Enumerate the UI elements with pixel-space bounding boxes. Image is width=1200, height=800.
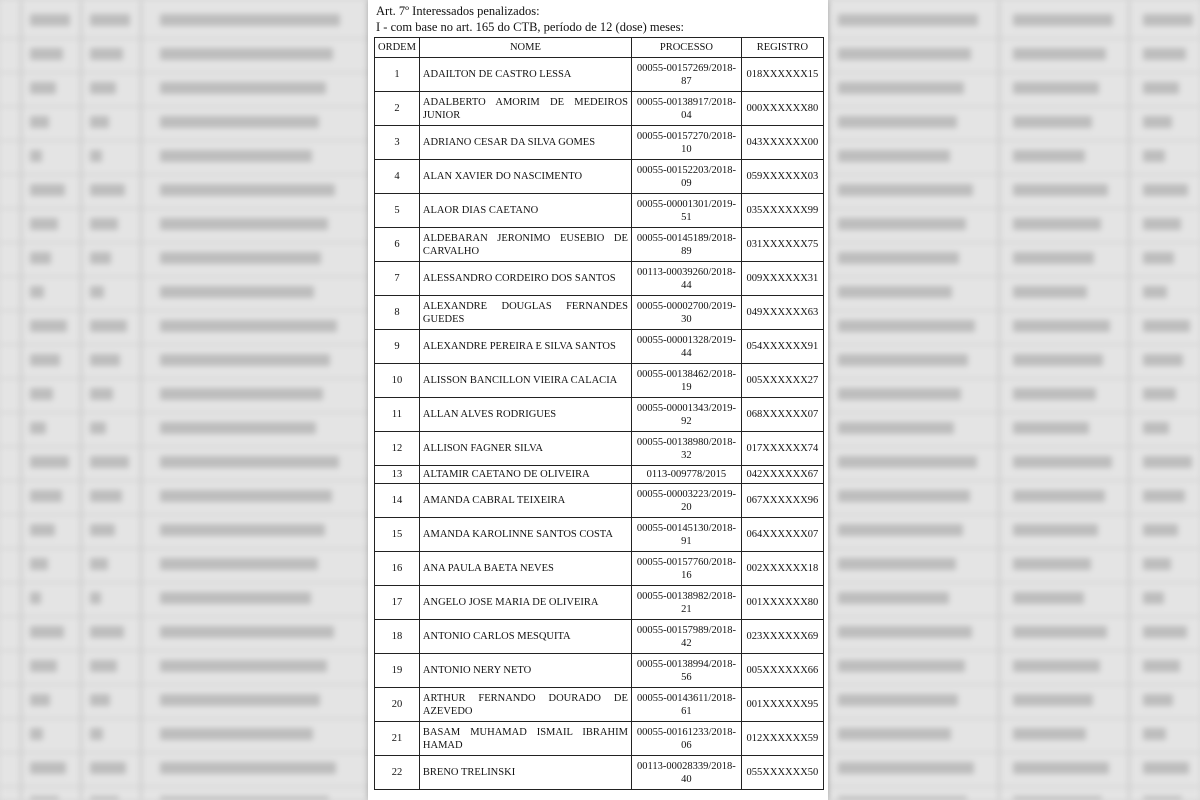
nome-cell: BASAM MUHAMAD ISMAIL IBRAHIM HAMAD bbox=[419, 722, 631, 756]
ordem-cell: 6 bbox=[375, 228, 420, 262]
table-row bbox=[375, 330, 824, 364]
processo-cell: 00055-00138462/2018-19 bbox=[631, 364, 741, 398]
table-row bbox=[375, 756, 824, 790]
ordem-cell: 13 bbox=[375, 466, 420, 484]
document-page bbox=[368, 0, 828, 800]
processo-cell: 00055-00161233/2018-06 bbox=[631, 722, 741, 756]
processo-cell: 00055-00152203/2018-09 bbox=[631, 160, 741, 194]
header-ordem: ORDEM bbox=[375, 38, 420, 58]
nome-cell: ALEXANDRE DOUGLAS FERNANDES GUEDES bbox=[419, 296, 631, 330]
nome-cell: ALLISON FAGNER SILVA bbox=[419, 432, 631, 466]
processo-cell: 00055-00001328/2019-44 bbox=[631, 330, 741, 364]
nome-cell: ADRIANO CESAR DA SILVA GOMES bbox=[419, 126, 631, 160]
registro-cell: 055XXXXXX50 bbox=[741, 756, 823, 790]
table-row bbox=[375, 194, 824, 228]
processo-cell: 00055-00143611/2018-61 bbox=[631, 688, 741, 722]
ordem-cell: 15 bbox=[375, 518, 420, 552]
ordem-cell: 5 bbox=[375, 194, 420, 228]
registro-cell: 043XXXXXX00 bbox=[741, 126, 823, 160]
table-row bbox=[375, 484, 824, 518]
table-row bbox=[375, 518, 824, 552]
processo-cell: 00055-00001301/2019-51 bbox=[631, 194, 741, 228]
blurred-background-right bbox=[828, 0, 1200, 800]
registro-cell: 005XXXXXX27 bbox=[741, 364, 823, 398]
table-row bbox=[375, 466, 824, 484]
registro-cell: 042XXXXXX67 bbox=[741, 466, 823, 484]
processo-cell: 00055-00001343/2019-92 bbox=[631, 398, 741, 432]
nome-cell: BRENO TRELINSKI bbox=[419, 756, 631, 790]
header-nome: NOME bbox=[419, 38, 631, 58]
ordem-cell: 22 bbox=[375, 756, 420, 790]
processo-cell: 00055-00002700/2019-30 bbox=[631, 296, 741, 330]
table-row bbox=[375, 552, 824, 586]
ordem-cell: 17 bbox=[375, 586, 420, 620]
registro-cell: 064XXXXXX07 bbox=[741, 518, 823, 552]
registro-cell: 059XXXXXX03 bbox=[741, 160, 823, 194]
nome-cell: ANTONIO NERY NETO bbox=[419, 654, 631, 688]
table-row bbox=[375, 296, 824, 330]
registro-cell: 005XXXXXX66 bbox=[741, 654, 823, 688]
processo-cell: 00113-00028339/2018-40 bbox=[631, 756, 741, 790]
blurred-background-left bbox=[0, 0, 370, 800]
processo-cell: 00055-00157269/2018-87 bbox=[631, 58, 741, 92]
table-row bbox=[375, 398, 824, 432]
table-header-row bbox=[375, 38, 824, 58]
penalized-table bbox=[374, 37, 824, 790]
registro-cell: 017XXXXXX74 bbox=[741, 432, 823, 466]
registro-cell: 035XXXXXX99 bbox=[741, 194, 823, 228]
processo-cell: 00055-00003223/2019-20 bbox=[631, 484, 741, 518]
registro-cell: 031XXXXXX75 bbox=[741, 228, 823, 262]
processo-cell: 00055-00138994/2018-56 bbox=[631, 654, 741, 688]
header-processo: PROCESSO bbox=[631, 38, 741, 58]
processo-cell: 00055-00145189/2018-89 bbox=[631, 228, 741, 262]
article-heading: Art. 7º Interessados penalizados: bbox=[376, 4, 540, 18]
registro-cell: 067XXXXXX96 bbox=[741, 484, 823, 518]
registro-cell: 001XXXXXX95 bbox=[741, 688, 823, 722]
ordem-cell: 20 bbox=[375, 688, 420, 722]
table-row bbox=[375, 92, 824, 126]
nome-cell: ARTHUR FERNANDO DOURADO DE AZEVEDO bbox=[419, 688, 631, 722]
nome-cell: AMANDA KAROLINNE SANTOS COSTA bbox=[419, 518, 631, 552]
nome-cell: ALTAMIR CAETANO DE OLIVEIRA bbox=[419, 466, 631, 484]
registro-cell: 002XXXXXX18 bbox=[741, 552, 823, 586]
ordem-cell: 21 bbox=[375, 722, 420, 756]
table-row bbox=[375, 722, 824, 756]
registro-cell: 000XXXXXX80 bbox=[741, 92, 823, 126]
nome-cell: ANTONIO CARLOS MESQUITA bbox=[419, 620, 631, 654]
nome-cell: AMANDA CABRAL TEIXEIRA bbox=[419, 484, 631, 518]
ordem-cell: 9 bbox=[375, 330, 420, 364]
ordem-cell: 10 bbox=[375, 364, 420, 398]
processo-cell: 00055-00138917/2018-04 bbox=[631, 92, 741, 126]
ordem-cell: 3 bbox=[375, 126, 420, 160]
processo-cell: 00055-00157760/2018-16 bbox=[631, 552, 741, 586]
clause-heading: I - com base no art. 165 do CTB, período de 12 (dose) meses: bbox=[376, 20, 684, 34]
ordem-cell: 2 bbox=[375, 92, 420, 126]
processo-cell: 00055-00138980/2018-32 bbox=[631, 432, 741, 466]
nome-cell: ALDEBARAN JERONIMO EUSEBIO DE CARVALHO bbox=[419, 228, 631, 262]
processo-cell: 00055-00157270/2018-10 bbox=[631, 126, 741, 160]
registro-cell: 018XXXXXX15 bbox=[741, 58, 823, 92]
ordem-cell: 19 bbox=[375, 654, 420, 688]
ordem-cell: 16 bbox=[375, 552, 420, 586]
table-row bbox=[375, 262, 824, 296]
nome-cell: ADAILTON DE CASTRO LESSA bbox=[419, 58, 631, 92]
registro-cell: 049XXXXXX63 bbox=[741, 296, 823, 330]
ordem-cell: 14 bbox=[375, 484, 420, 518]
nome-cell: ALESSANDRO CORDEIRO DOS SANTOS bbox=[419, 262, 631, 296]
ordem-cell: 8 bbox=[375, 296, 420, 330]
table-row bbox=[375, 160, 824, 194]
table-row bbox=[375, 58, 824, 92]
ordem-cell: 1 bbox=[375, 58, 420, 92]
nome-cell: ALAN XAVIER DO NASCIMENTO bbox=[419, 160, 631, 194]
processo-cell: 00055-00145130/2018-91 bbox=[631, 518, 741, 552]
registro-cell: 009XXXXXX31 bbox=[741, 262, 823, 296]
registro-cell: 001XXXXXX80 bbox=[741, 586, 823, 620]
processo-cell: 0113-009778/2015 bbox=[631, 466, 741, 484]
table-row bbox=[375, 654, 824, 688]
processo-cell: 00055-00157989/2018-42 bbox=[631, 620, 741, 654]
nome-cell: ALEXANDRE PEREIRA E SILVA SANTOS bbox=[419, 330, 631, 364]
registro-cell: 054XXXXXX91 bbox=[741, 330, 823, 364]
nome-cell: ALLAN ALVES RODRIGUES bbox=[419, 398, 631, 432]
ordem-cell: 18 bbox=[375, 620, 420, 654]
nome-cell: ADALBERTO AMORIM DE MEDEIROS JUNIOR bbox=[419, 92, 631, 126]
ordem-cell: 4 bbox=[375, 160, 420, 194]
table-row bbox=[375, 688, 824, 722]
table-row bbox=[375, 620, 824, 654]
processo-cell: 00055-00138982/2018-21 bbox=[631, 586, 741, 620]
ordem-cell: 12 bbox=[375, 432, 420, 466]
table-row bbox=[375, 228, 824, 262]
nome-cell: ANGELO JOSE MARIA DE OLIVEIRA bbox=[419, 586, 631, 620]
ordem-cell: 7 bbox=[375, 262, 420, 296]
processo-cell: 00113-00039260/2018-44 bbox=[631, 262, 741, 296]
table-row bbox=[375, 364, 824, 398]
ordem-cell: 11 bbox=[375, 398, 420, 432]
table-row bbox=[375, 432, 824, 466]
registro-cell: 023XXXXXX69 bbox=[741, 620, 823, 654]
table-row bbox=[375, 126, 824, 160]
nome-cell: ALAOR DIAS CAETANO bbox=[419, 194, 631, 228]
header-registro: REGISTRO bbox=[741, 38, 823, 58]
nome-cell: ANA PAULA BAETA NEVES bbox=[419, 552, 631, 586]
nome-cell: ALISSON BANCILLON VIEIRA CALACIA bbox=[419, 364, 631, 398]
registro-cell: 012XXXXXX59 bbox=[741, 722, 823, 756]
registro-cell: 068XXXXXX07 bbox=[741, 398, 823, 432]
table-row bbox=[375, 586, 824, 620]
